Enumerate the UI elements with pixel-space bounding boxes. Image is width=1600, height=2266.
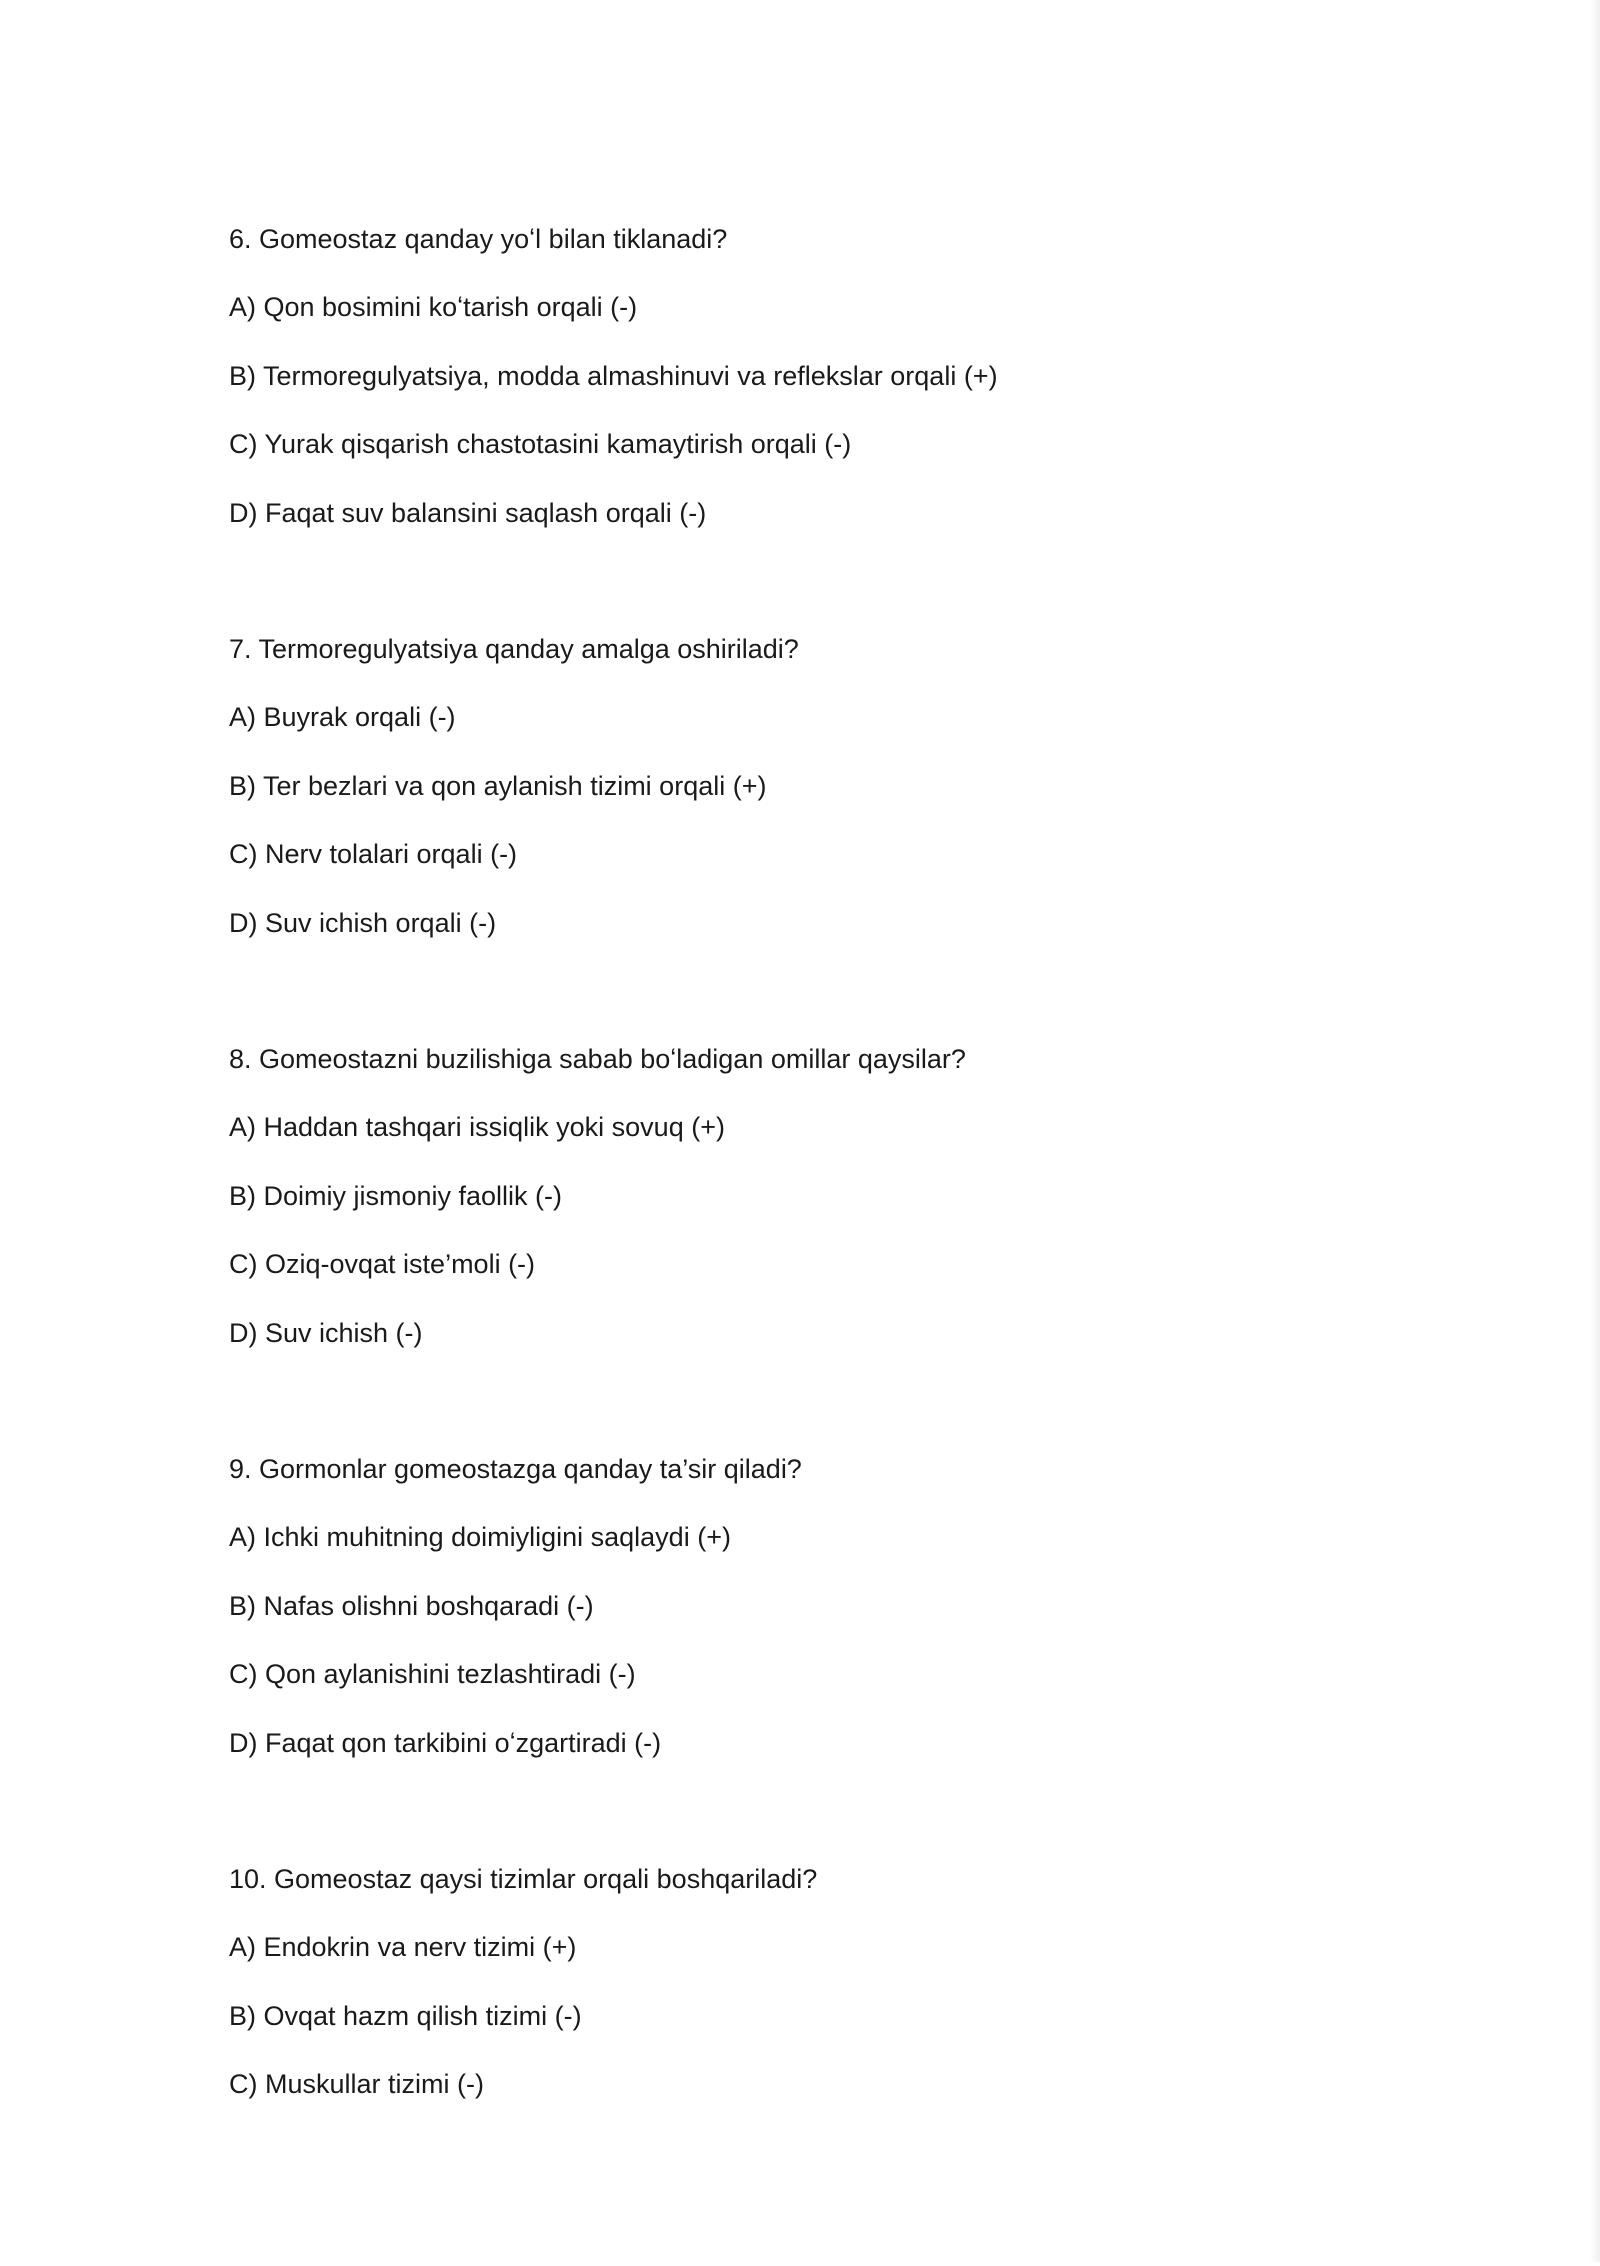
question-text: 6. Gomeostaz qanday yoʻl bilan tiklanadi? [229,224,728,254]
answer-option: C) Nerv tolalari orqali (-) [229,839,518,870]
answer-option: B) Ter bezlari va qon aylanish tizimi orqali (+) [229,770,767,801]
question-10 [229,1856,1379,2266]
answer-option: D) Suv ichish orqali (-) [229,907,497,938]
answer-option: C) Oziq-ovqat iste’moli (-) [229,1249,536,1280]
question-text: 9. Gormonlar gomeostazga qanday ta’sir qiladi? [229,1454,802,1484]
question-text: 8. Gomeostazni buzilishiga sabab boʻladigan omillar qaysilar? [229,1044,966,1074]
question-7 [229,626,1379,1036]
answer-option: A) Haddan tashqari issiqlik yoki sovuq (+) [229,1112,725,1143]
question-9 [229,1446,1379,1856]
answer-option: A) Endokrin va nerv tizimi (+) [229,1932,577,1963]
answer-option: D) Faqat suv balansini saqlash orqali (-) [229,497,707,528]
question-text: 7. Termoregulyatsiya qanday amalga oshiriladi? [229,634,799,664]
answer-option: B) Termoregulyatsiya, modda almashinuvi va reflekslar orqali (+) [229,360,998,391]
question-8 [229,1036,1379,1446]
answer-option: C) Qon aylanishini tezlashtiradi (-) [229,1659,636,1690]
question-text: 10. Gomeostaz qaysi tizimlar orqali boshqariladi? [229,1864,818,1894]
quiz-content [229,216,1379,2266]
page-edge-shadow [1590,0,1600,2262]
answer-option: C) Muskullar tizimi (-) [229,2069,484,2100]
answer-option: B) Nafas olishni boshqaradi (-) [229,1590,594,1621]
answer-option: B) Doimiy jismoniy faollik (-) [229,1180,563,1211]
answer-option: C) Yurak qisqarish chastotasini kamaytirish orqali (-) [229,429,852,460]
answer-option: A) Ichki muhitning doimiyligini saqlaydi (+) [229,1522,731,1553]
answer-option: D) Suv ichish (-) [229,1317,423,1348]
answer-option: D) Faqat qon tarkibini oʻzgartiradi (-) [229,1727,662,1758]
answer-option: B) Ovqat hazm qilish tizimi (-) [229,2000,582,2031]
answer-option: A) Buyrak orqali (-) [229,702,456,733]
answer-option: A) Qon bosimini koʻtarish orqali (-) [229,292,638,323]
question-6 [229,216,1379,626]
